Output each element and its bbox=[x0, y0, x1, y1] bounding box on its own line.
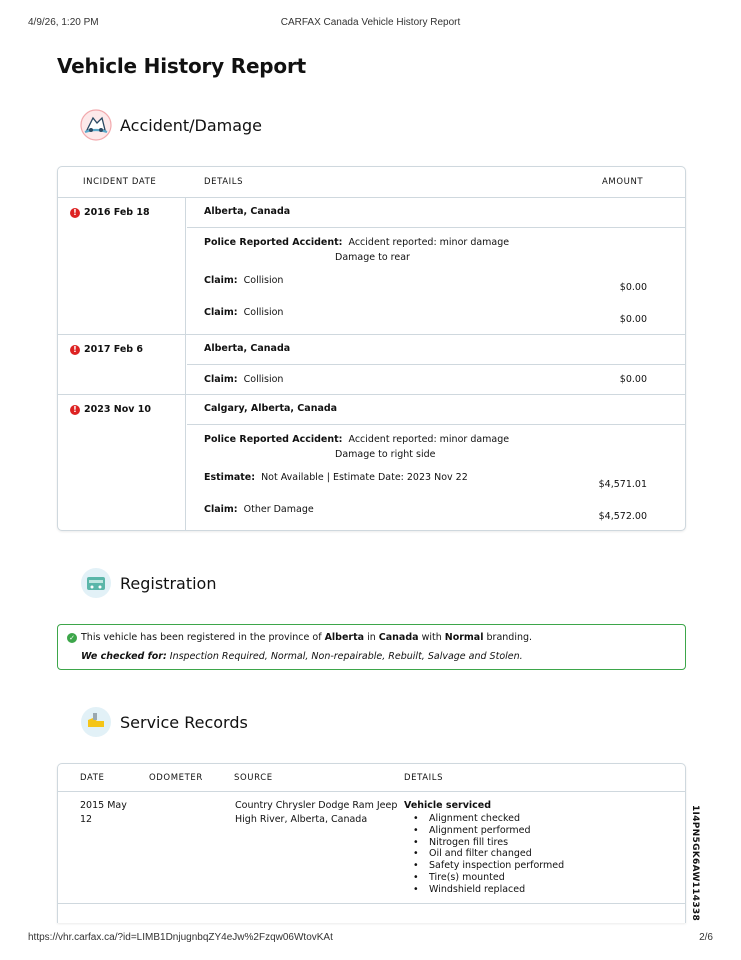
registration-box bbox=[57, 624, 686, 670]
incident-date: 2023 Nov 10 bbox=[84, 404, 151, 415]
list-item: • Safety inspection performed bbox=[404, 860, 564, 872]
accident-section-header bbox=[80, 109, 262, 141]
claim-value: Collision bbox=[243, 307, 284, 318]
registration-section-header bbox=[80, 567, 216, 599]
estimate-value: Not Available | Estimate Date: 2023 Nov 22 bbox=[261, 472, 468, 483]
estimate-line bbox=[204, 472, 468, 483]
claim-amount: $0.00 bbox=[619, 314, 647, 325]
service-items-list bbox=[404, 813, 564, 896]
service-heading: Service Records bbox=[120, 712, 248, 732]
service-details-title: Vehicle serviced bbox=[404, 800, 492, 811]
claim-amount: $0.00 bbox=[619, 374, 647, 385]
alert-icon: ! bbox=[70, 405, 80, 415]
estimate-amount: $4,571.01 bbox=[598, 479, 647, 490]
claim-line bbox=[204, 307, 283, 318]
checked-list: Inspection Required, Normal, Non-repairable, Rebuilt, Salvage and Stolen. bbox=[166, 651, 523, 662]
print-url: https://vhr.carfax.ca/?id=LIMB1DnjugnbqZY4eJw%2Fzqw06WtovKAt bbox=[28, 932, 333, 943]
registration-text: This vehicle has been registered in the province of Alberta in Canada with Normal branding. bbox=[81, 632, 533, 643]
vin-number: 1I4PN5GK6AW114338 bbox=[690, 805, 700, 922]
print-datetime: 4/9/26, 1:20 PM bbox=[28, 17, 99, 28]
registration-checked bbox=[81, 651, 523, 662]
claim-amount: $4,572.00 bbox=[598, 511, 647, 522]
claim-line bbox=[204, 504, 314, 515]
incident-date: 2017 Feb 6 bbox=[84, 344, 144, 355]
service-date: 2015 May 12 bbox=[80, 800, 127, 825]
row-divider bbox=[58, 903, 685, 904]
claim-amount: $0.00 bbox=[619, 282, 647, 293]
service-records-icon bbox=[80, 706, 112, 738]
service-details bbox=[404, 799, 564, 896]
incident-location: Alberta, Canada bbox=[187, 335, 685, 365]
incident-date: 2016 Feb 18 bbox=[84, 207, 150, 218]
claim-label: Claim: bbox=[204, 307, 238, 318]
incident-date-cell bbox=[58, 198, 186, 334]
list-item: • Tire(s) mounted bbox=[404, 872, 564, 884]
col-details: DETAILS bbox=[204, 177, 244, 187]
estimate-label: Estimate: bbox=[204, 472, 256, 483]
claim-value: Collision bbox=[243, 374, 284, 385]
col-odometer: ODOMETER bbox=[149, 773, 203, 783]
accident-table bbox=[57, 166, 686, 531]
list-item: • Windshield replaced bbox=[404, 884, 564, 896]
police-report bbox=[204, 434, 510, 460]
claim-label: Claim: bbox=[204, 275, 238, 286]
list-item: • Alignment checked bbox=[404, 813, 564, 825]
page-title: Vehicle History Report bbox=[57, 54, 306, 78]
police-report bbox=[204, 237, 510, 263]
alert-icon: ! bbox=[70, 345, 80, 355]
accident-heading: Accident/Damage bbox=[120, 115, 263, 135]
list-item: • Nitrogen fill tires bbox=[404, 837, 564, 849]
service-section-header bbox=[80, 706, 248, 738]
service-source: Country Chrysler Dodge Ram Jeep High River, Alberta, Canada bbox=[235, 800, 398, 825]
checked-label: We checked for: bbox=[81, 651, 167, 662]
incident-date-cell bbox=[58, 335, 186, 394]
car-accident-icon bbox=[80, 109, 112, 141]
check-icon: ✓ bbox=[67, 633, 77, 643]
incident-row bbox=[58, 335, 685, 395]
incident-date-cell bbox=[58, 395, 186, 531]
police-report-label: Police Reported Accident: bbox=[204, 434, 343, 445]
service-table bbox=[57, 763, 686, 923]
col-amount: AMOUNT bbox=[602, 177, 644, 187]
police-report-label: Police Reported Accident: bbox=[204, 237, 343, 248]
police-report-value: Accident reported: minor damage bbox=[348, 434, 510, 445]
claim-value: Other Damage bbox=[243, 504, 314, 515]
service-table-header bbox=[58, 764, 685, 792]
claim-line bbox=[204, 374, 283, 385]
print-footer bbox=[28, 932, 713, 943]
list-item: • Alignment performed bbox=[404, 825, 564, 837]
registration-heading: Registration bbox=[120, 573, 217, 593]
incident-row bbox=[58, 198, 685, 335]
col-details: DETAILS bbox=[404, 773, 444, 783]
claim-label: Claim: bbox=[204, 504, 238, 515]
incident-location: Calgary, Alberta, Canada bbox=[187, 395, 685, 425]
print-title: CARFAX Canada Vehicle History Report bbox=[280, 17, 461, 28]
police-report-sub: Damage to right side bbox=[335, 449, 436, 460]
police-report-value: Accident reported: minor damage bbox=[348, 237, 510, 248]
page-number: 2/6 bbox=[699, 932, 713, 943]
registration-status bbox=[67, 632, 532, 643]
col-source: SOURCE bbox=[234, 773, 273, 783]
registration-icon bbox=[80, 567, 112, 599]
col-date: DATE bbox=[80, 773, 105, 783]
accident-table-header bbox=[58, 167, 685, 198]
incident-location: Alberta, Canada bbox=[187, 198, 685, 228]
claim-line bbox=[204, 275, 283, 286]
incident-row bbox=[58, 395, 685, 531]
alert-icon: ! bbox=[70, 208, 80, 218]
col-incident-date: INCIDENT DATE bbox=[83, 177, 157, 187]
claim-value: Collision bbox=[243, 275, 284, 286]
list-item: • Oil and filter changed bbox=[404, 848, 564, 860]
police-report-sub: Damage to rear bbox=[335, 252, 410, 263]
claim-label: Claim: bbox=[204, 374, 238, 385]
